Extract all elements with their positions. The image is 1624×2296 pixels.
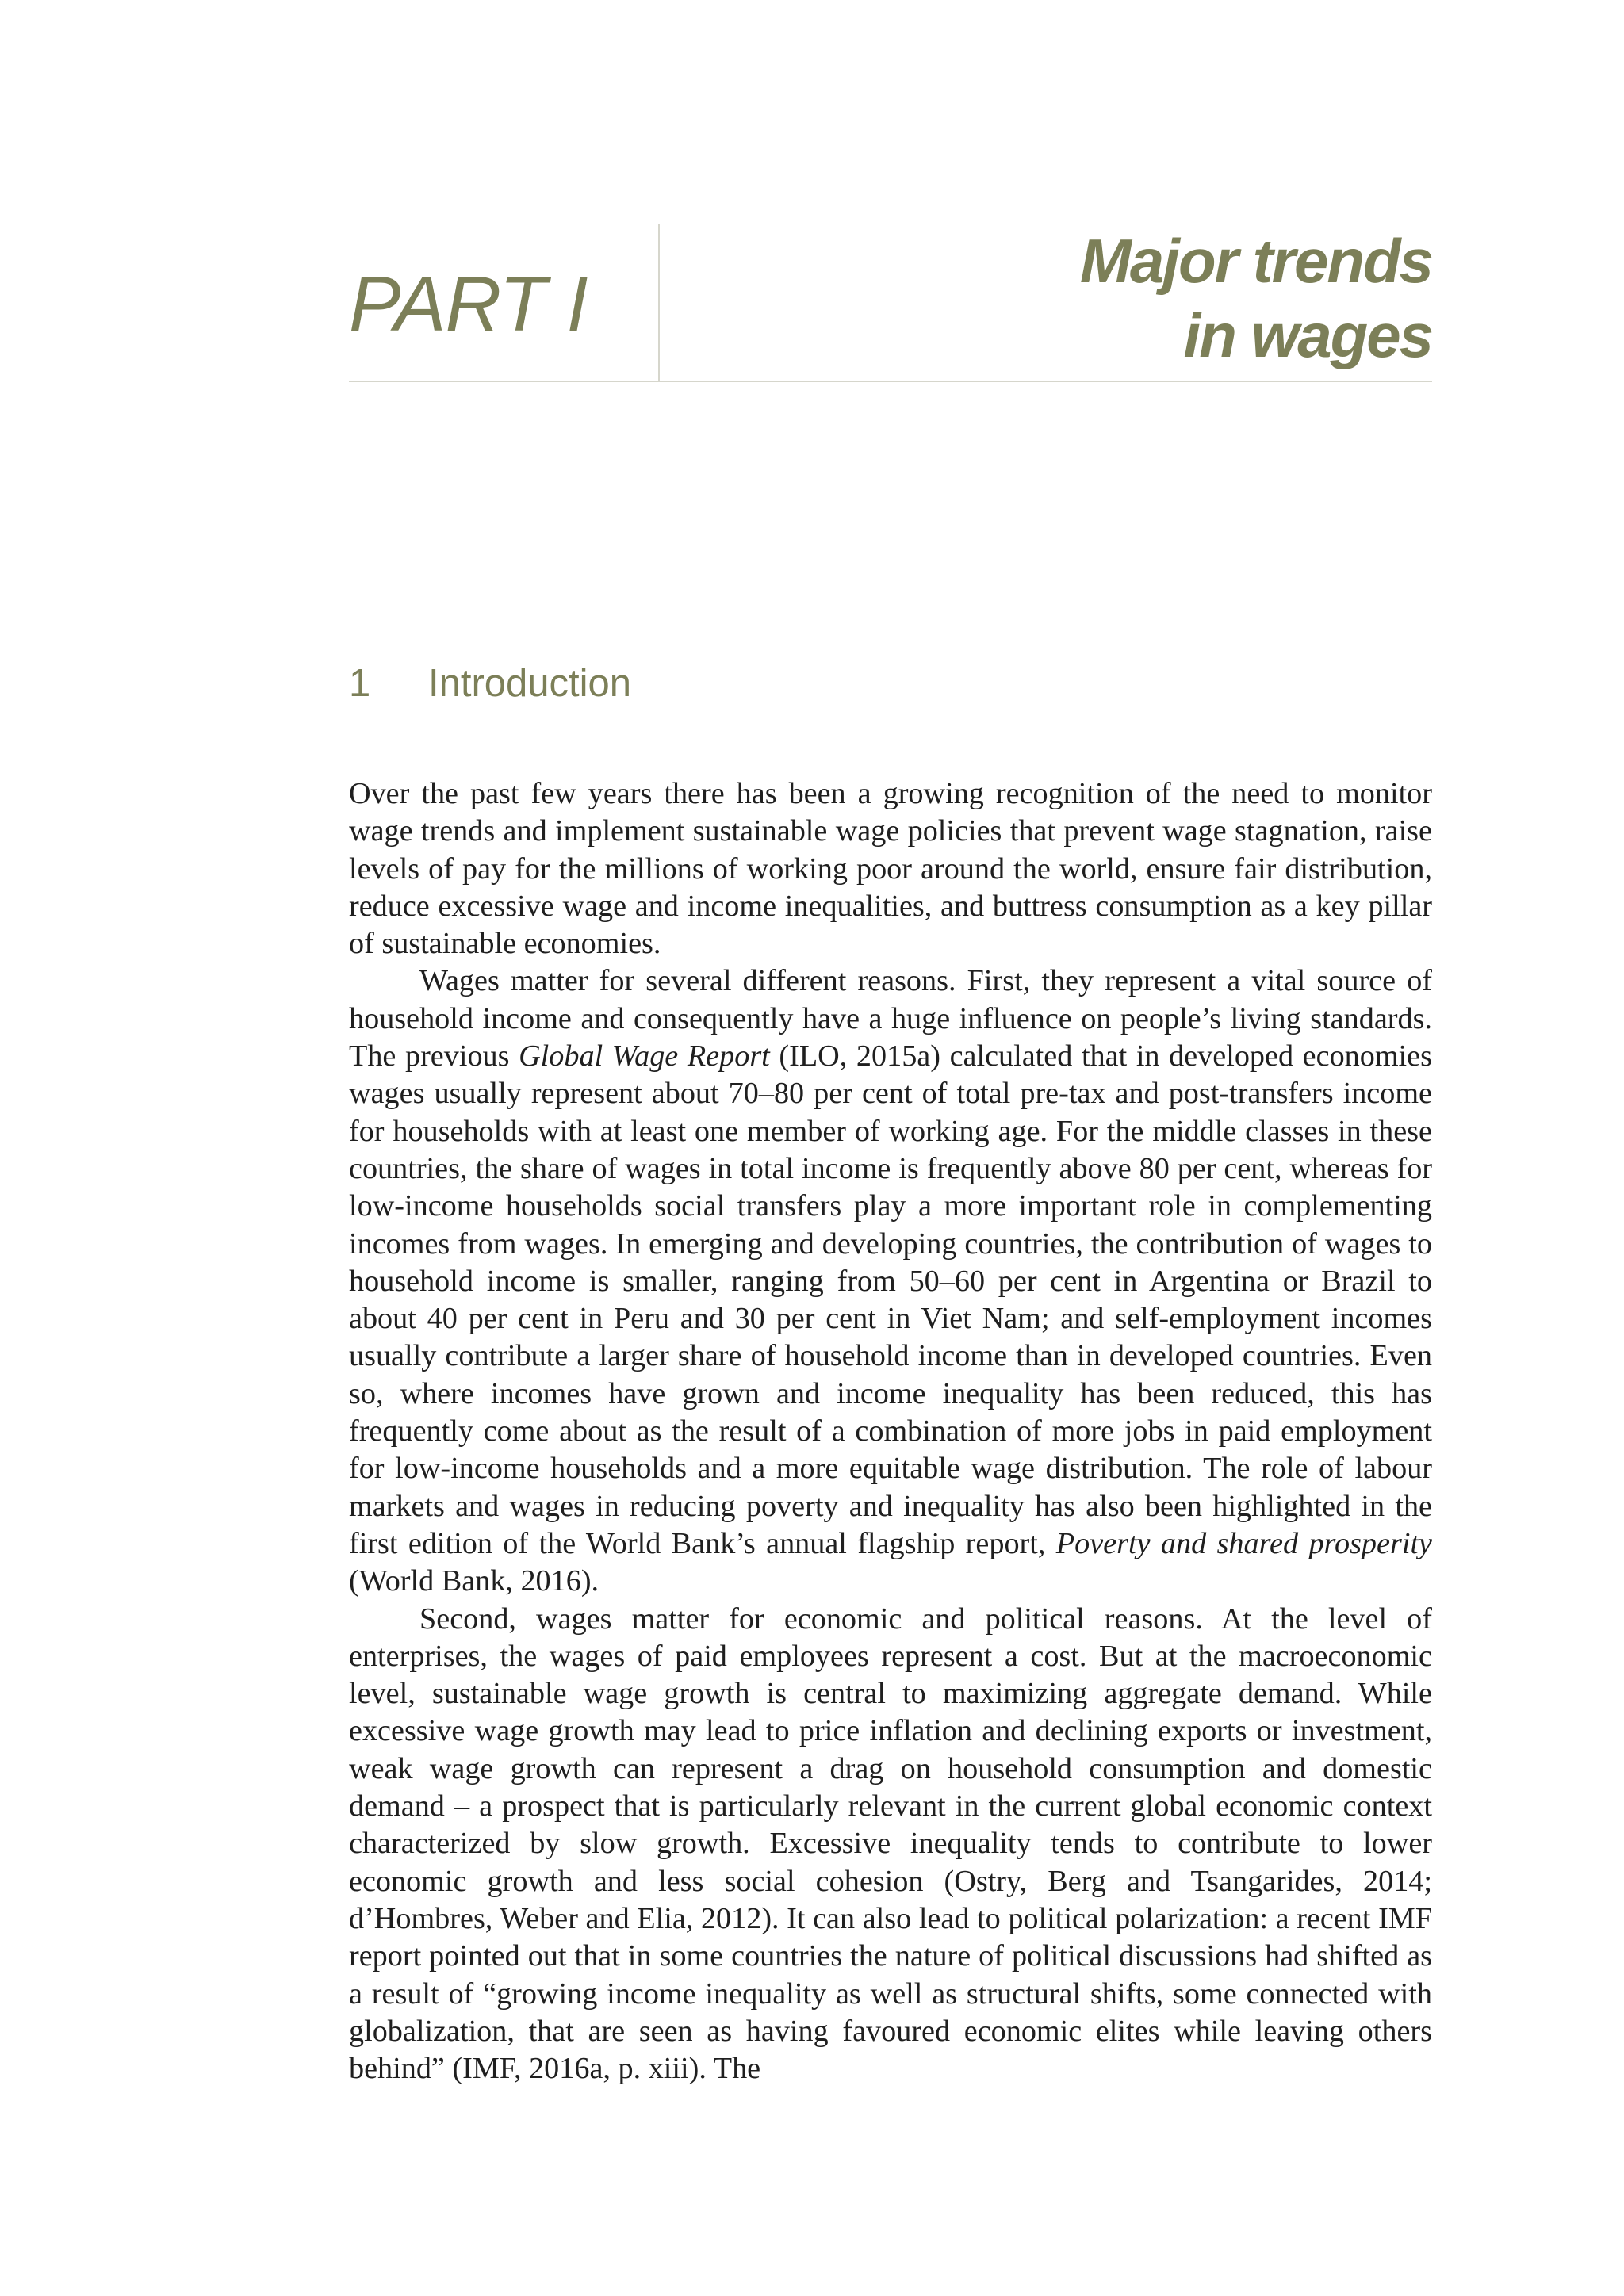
paragraph-2 — [349, 962, 1432, 1600]
section-title: Introduction — [428, 662, 632, 705]
paragraph-2-part2: (ILO, 2015a) calculated that in developed economies wages usually represent about 70–80 per cent of total pre-tax and post-transfers income for households with at least one member of working age. For the middle classes in these countries, the share of wages in total income is frequently above 80 per cent, whereas for low-income households social transfers play a more important role in complementing incomes from wages. In emerging and developing countries, the contribution of wages to household income is smaller, ranging from 50–60 per cent in Argentina or Brazil to about 40 per cent in Peru and 30 per cent in Viet Nam; and self-employment incomes usually contribute a larger share of household income than in developed countries. Even so, where incomes have grown and income inequality has been reduced, this has frequently come about as the result of a combination of more jobs in paid employment for low-income households and a more equitable wage distribution. The role of labour markets and wages in reducing poverty and inequality has also been highlighted in the first edition of the World Bank’s annual flagship report, — [349, 1039, 1432, 1560]
paragraph-3: Second, wages matter for economic and political reasons. At the level of enterprises, the wages of paid employees represent a cost. But at the macroeconomic level, sustainable wage growth is central to maximizing aggregate demand. While excessive wage growth may lead to price inflation and declining exports or investment, weak wage growth can represent a drag on household consumption and domestic demand – a prospect that is particularly relevant in the current global economic context characterized by slow growth. Excessive inequality tends to contribute to lower economic growth and less social cohesion (Ostry, Berg and Tsangarides, 2014; d’Hombres, Weber and Elia, 2012). It can also lead to political polarization: a recent IMF report pointed out that in some countries the nature of political discussions had shifted as a result of “growing income inequality as well as structural shifts, some connected with globalization, that are seen as having favoured economic elites while leaving others behind” (IMF, 2016a, p. xiii). The — [349, 1601, 1432, 2086]
header-divider — [658, 224, 660, 381]
header-rule — [349, 381, 1432, 382]
paragraph-2-part3: (World Bank, 2016). — [349, 1564, 599, 1598]
part-title-line2: in wages — [1183, 300, 1432, 370]
section-heading — [349, 660, 631, 707]
citation-poverty-shared-prosperity: Poverty and shared prosperity — [1055, 1526, 1433, 1560]
body-text — [349, 775, 1432, 2087]
part-label: PART I — [349, 260, 588, 347]
part-title — [718, 224, 1432, 373]
section-number: 1 — [349, 662, 371, 705]
part-title-line1: Major trends — [1079, 226, 1432, 296]
paragraph-2-part1: Wages matter for several different reasons. First, they represent a vital source of household income and consequently have a huge influence on people’s living standards. The previous — [349, 964, 1432, 1073]
citation-global-wage-report: Global Wage Report — [519, 1039, 770, 1073]
part-header — [349, 224, 1432, 382]
paragraph-1: Over the past few years there has been a growing recognition of the need to monitor wage trends and implement sustainable wage policies that prevent wage stagnation, raise levels of pay for the millions of working poor around the world, ensure fair distribution, reduce excessive wage and income inequalities, and buttress consumption as a key pillar of sustainable economies. — [349, 777, 1432, 961]
